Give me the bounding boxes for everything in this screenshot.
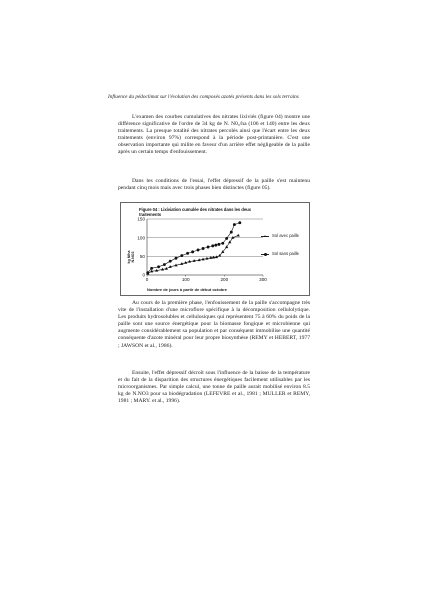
data-point-sans-paille xyxy=(163,263,166,266)
y-tick-label: 50 xyxy=(139,253,145,259)
data-point-sans-paille xyxy=(186,252,189,255)
paragraph-trial-conditions: Dans les conditions de l'essai, l'effet dépressif de la paille s'est maintenu pendant cinq mois mais avec trois phases bien distinctes (figure 05). xyxy=(118,178,310,192)
running-header: Influence du pédoclimat sur l'évolution des composés azotés présents dans les sols terrains xyxy=(108,94,299,100)
triangle-marker-icon xyxy=(264,235,266,237)
data-point-sans-paille xyxy=(202,247,205,250)
data-point-sans-paille xyxy=(225,237,228,240)
chart-plot-area xyxy=(121,203,309,295)
data-point-sans-paille xyxy=(230,231,233,234)
data-point-sans-paille xyxy=(217,243,220,246)
legend-label: Sol avec paille xyxy=(272,233,300,238)
data-point-sans-paille xyxy=(233,223,236,226)
paragraph-nitrate-curves: L'examen des courbes cumulatives des nitrates lixiviés (figure 04) montre une différence significative de l'ordre de 34 kg de N. N0₃/ha (106 et 140) entre les deux traitements. La presque totalité des nitrates percolés ainsi que l'écart entre les deux traitements (environ 97%) correspond à la période post-printanière. C'est une observation importante qui milite en faveur d'un arrière effet négligeable de la paille après un certain temps d'enfouissement. xyxy=(118,114,310,156)
data-point-sans-paille xyxy=(221,242,224,245)
data-point-sans-paille xyxy=(214,244,217,247)
data-point-sans-paille xyxy=(157,265,160,268)
x-tick-label: 200 xyxy=(220,277,229,282)
x-tick-label: 0 xyxy=(145,277,149,282)
data-point-sans-paille xyxy=(146,271,149,274)
y-tick-label: 100 xyxy=(137,235,145,241)
legend-label: Sol sans paille xyxy=(272,251,300,256)
figure-04-chart xyxy=(120,202,310,296)
data-point-sans-paille xyxy=(180,254,183,257)
data-point-sans-paille xyxy=(238,221,241,224)
data-point-sans-paille xyxy=(150,267,153,270)
data-point-avec-paille xyxy=(237,234,240,237)
data-point-sans-paille xyxy=(191,250,194,253)
data-point-sans-paille xyxy=(207,246,210,249)
y-tick-label: 150 xyxy=(137,216,145,222)
y-tick-label: 0 xyxy=(142,272,145,278)
chart-y-axis-label: kg N/ha N.NO3 xyxy=(127,250,135,264)
data-point-sans-paille xyxy=(169,260,172,263)
x-tick-label: 100 xyxy=(181,277,190,282)
data-point-sans-paille xyxy=(175,257,178,260)
circle-marker-icon xyxy=(264,253,267,256)
data-point-sans-paille xyxy=(211,244,214,247)
x-tick-label: 300 xyxy=(259,277,267,282)
chart-x-axis-label: Nombre de jours à partir de début octobre xyxy=(147,287,228,292)
paragraph-first-phase: Au cours de la première phase, l'enfouissement de la paille s'accompagne très vite de l'installation d'une microflore spécifique à la décomposition cellulolytique. Les produits hydrosolubles et cellulosiques qui représentent 75 à 60% du poids de la paille sont une source énergétique pour la biomasse fongique et microbienne qui augmente considérablement sa population et par conséquent immobilise une quantité conséquente d'azote minéral pour leur propre biosynthèse (REMY et HEBERT, 1977 ; JAWSON et al., 1986). xyxy=(118,300,310,349)
data-point-sans-paille xyxy=(197,249,200,252)
chart-title: Figure 04 : Lixiviation cumulée des nitrates dans les deux traitements xyxy=(139,207,251,218)
paragraph-second-phase: Ensuite, l'effet dépressif décroît sous l'influence de la baisse de la température et du fait de la disparition des structures énergétiques facilement utilisables par les microorganismes. Par simple calcul, une tonne de paille aurait mobilisé environ 8.5 kg de N.NO3 pour sa biodégradation (LEFEVRE et al., 1981 ; MULLER et REMY, 1981 ; MARY. et al., 1996). xyxy=(118,370,310,405)
